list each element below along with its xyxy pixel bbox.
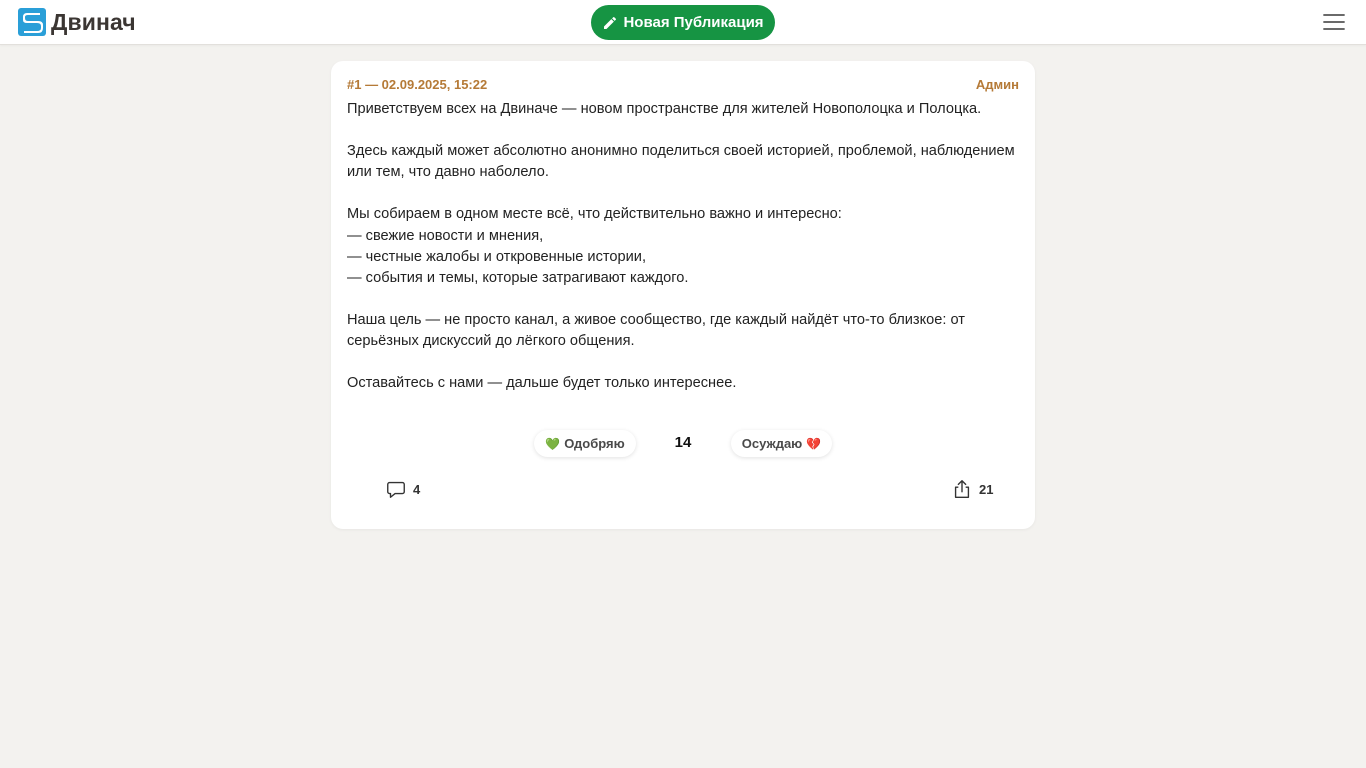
comment-icon bbox=[385, 478, 407, 500]
post-line: Приветствуем всех на Двиначе — новом пространстве для жителей Новополоцка и Полоцка. bbox=[347, 101, 982, 117]
menu-button[interactable] bbox=[1320, 9, 1348, 35]
logo-icon bbox=[18, 8, 46, 36]
post-card bbox=[331, 61, 1035, 529]
reaction-score: 14 bbox=[674, 434, 692, 451]
new-post-button[interactable] bbox=[591, 5, 775, 40]
comments-count: 4 bbox=[413, 481, 421, 497]
post-line: — свежие новости и мнения, bbox=[347, 227, 544, 244]
post-line: Здесь каждый может абсолютно анонимно поделиться своей историей, проблемой, наблюдением или тем, что давно наболело. bbox=[347, 143, 1015, 181]
post-line: — события и темы, которые затрагивают каждого. bbox=[347, 269, 689, 286]
post-body bbox=[347, 99, 1019, 394]
post-actions bbox=[331, 478, 1035, 502]
brand-home-link[interactable] bbox=[18, 8, 136, 36]
post-line bbox=[347, 352, 1019, 373]
post-line bbox=[347, 183, 1019, 204]
comments-button[interactable] bbox=[385, 478, 420, 500]
reactions-bar bbox=[331, 430, 1035, 460]
post-line: — честные жалобы и откровенные истории, bbox=[347, 248, 646, 265]
new-post-label: Новая Публикация bbox=[623, 14, 764, 31]
broken-heart-icon: 💔 bbox=[806, 436, 822, 451]
share-icon bbox=[951, 478, 973, 500]
green-heart-icon: 💚 bbox=[545, 436, 561, 451]
pencil-icon bbox=[602, 15, 618, 31]
approve-button[interactable] bbox=[534, 430, 636, 457]
shares-count: 21 bbox=[979, 481, 994, 497]
post-line: Мы собираем в одном месте всё, что действительно важно и интересно: bbox=[347, 206, 842, 223]
top-navbar bbox=[0, 0, 1366, 45]
approve-label: Одобряю bbox=[564, 436, 625, 451]
hamburger-menu-icon bbox=[1322, 10, 1346, 34]
condemn-label: Осуждаю bbox=[741, 436, 803, 451]
post-line: Оставайтесь с нами — дальше будет только интереснее. bbox=[347, 375, 737, 392]
brand-name: Двинач bbox=[51, 8, 136, 35]
post-meta: #1 — 02.09.2025, 15:22 bbox=[347, 77, 488, 92]
post-line: Наша цель — не просто канал, а живое сообщество, где каждый найдёт что-то близкое: от серьёзных дискуссий до лёгкого общения. bbox=[347, 311, 965, 350]
post-line bbox=[347, 120, 1019, 141]
post-line bbox=[347, 289, 1019, 310]
condemn-button[interactable] bbox=[731, 430, 832, 457]
post-author[interactable]: Админ bbox=[975, 77, 1019, 92]
share-button[interactable] bbox=[951, 478, 993, 500]
